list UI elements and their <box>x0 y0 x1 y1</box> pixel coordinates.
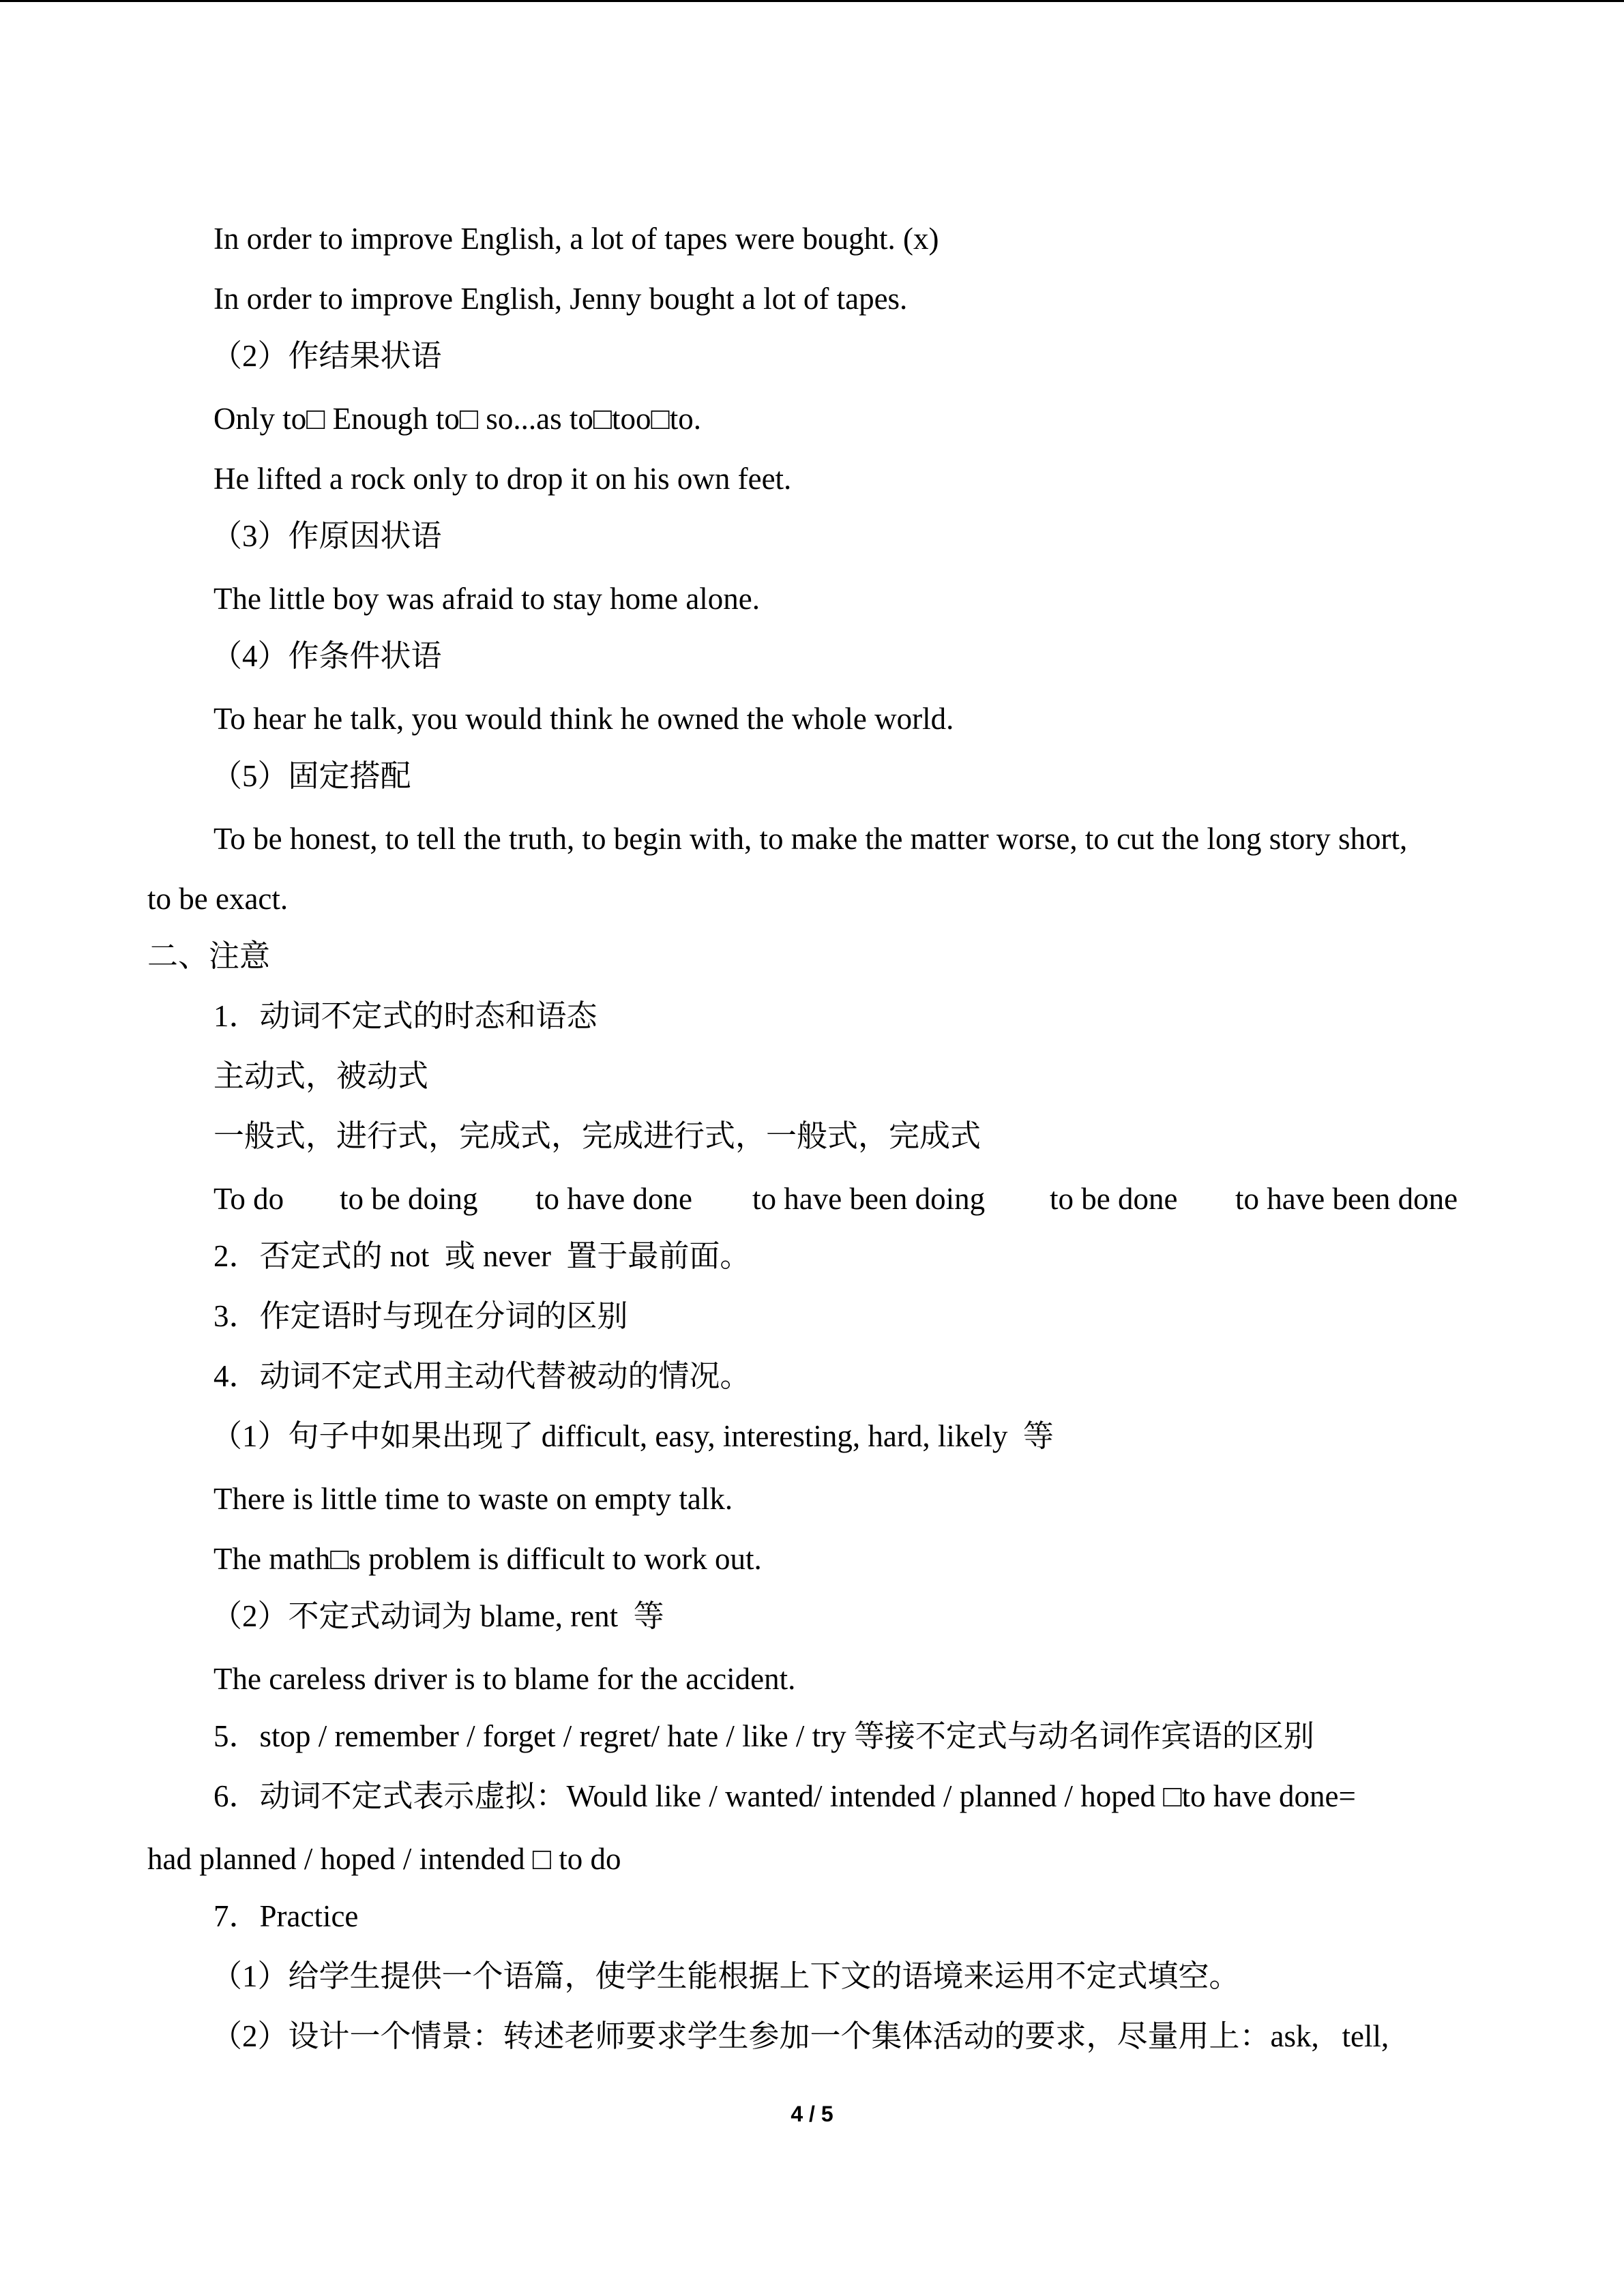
note-item-2: 2．否定式的 not 或 never 置于最前面。 <box>213 1239 751 1273</box>
practice-item-2: （2）设计一个情景：转述老师要求学生参加一个集体活动的要求，尽量用上：ask, tell, <box>211 2019 1389 2053</box>
example-sentence: The little boy was afraid to stay home alone. <box>213 582 761 616</box>
tense-forms-row <box>213 1178 1479 1219</box>
note-item-6-continued: had planned / hoped / intended □ to do <box>147 1842 621 1876</box>
example-sentence: To hear he talk, you would think he owned the whole world. <box>213 702 954 736</box>
practice-item-1: （1）给学生提供一个语篇，使学生能根据上下文的语境来运用不定式填空。 <box>211 1959 1240 1993</box>
fixed-phrases-line-1: To be honest, to tell the truth, to begin with, to make the matter worse, to cut the long story short, <box>213 822 1408 856</box>
section-heading-notes: 二、注意 <box>147 939 271 973</box>
tense-form: to be doing <box>340 1182 478 1216</box>
tense-form: to have been done <box>1235 1182 1458 1216</box>
subheading-fixed-phrases: （5）固定搭配 <box>211 759 411 793</box>
note-item-7: 7．Practice <box>213 1899 359 1933</box>
note-subitem-1: （1）句子中如果出现了 difficult, easy, interesting, hard, likely 等 <box>211 1419 1054 1453</box>
example-sentence: He lifted a rock only to drop it on his own feet. <box>213 462 792 496</box>
subheading-cause-adverbial: （3）作原因状语 <box>211 519 442 553</box>
example-sentence: There is little time to waste on empty talk. <box>213 1482 733 1516</box>
page-number: 4 / 5 <box>791 2102 833 2126</box>
note-item-4: 4．动词不定式用主动代替被动的情况。 <box>213 1359 751 1393</box>
note-item-5: 5．stop / remember / forget / regret/ hate / like / try 等接不定式与动名词作宾语的区别 <box>213 1719 1314 1753</box>
note-item-3: 3．作定语时与现在分词的区别 <box>213 1299 628 1333</box>
note-subitem-2: （2）不定式动词为 blame, rent 等 <box>211 1599 664 1633</box>
tense-form: to have been doing <box>752 1182 986 1216</box>
example-sentence-correct: In order to improve English, Jenny bought a lot of tapes. <box>213 282 908 316</box>
example-sentence: The careless driver is to blame for the accident. <box>213 1662 796 1696</box>
tense-form: to have done <box>535 1182 692 1216</box>
tense-forms-labels: 一般式，进行式，完成式，完成进行式，一般式，完成式 <box>213 1119 981 1153</box>
note-item-1: 1．动词不定式的时态和语态 <box>213 999 597 1033</box>
voice-forms: 主动式，被动式 <box>213 1059 429 1093</box>
subheading-result-adverbial: （2）作结果状语 <box>211 339 442 373</box>
pattern-line: Only to□ Enough to□ so...as to□too□to. <box>213 402 701 436</box>
fixed-phrases-line-2: to be exact. <box>147 882 289 916</box>
note-item-6: 6．动词不定式表示虚拟：Would like / wanted/ intended / planned / hoped □to have done= <box>213 1779 1356 1813</box>
tense-form: To do <box>213 1182 284 1216</box>
example-sentence-wrong: In order to improve English, a lot of tapes were bought. (x) <box>213 222 939 256</box>
example-sentence: The math□s problem is difficult to work out. <box>213 1542 762 1576</box>
tense-form: to be done <box>1050 1182 1178 1216</box>
subheading-condition-adverbial: （4）作条件状语 <box>211 639 442 673</box>
